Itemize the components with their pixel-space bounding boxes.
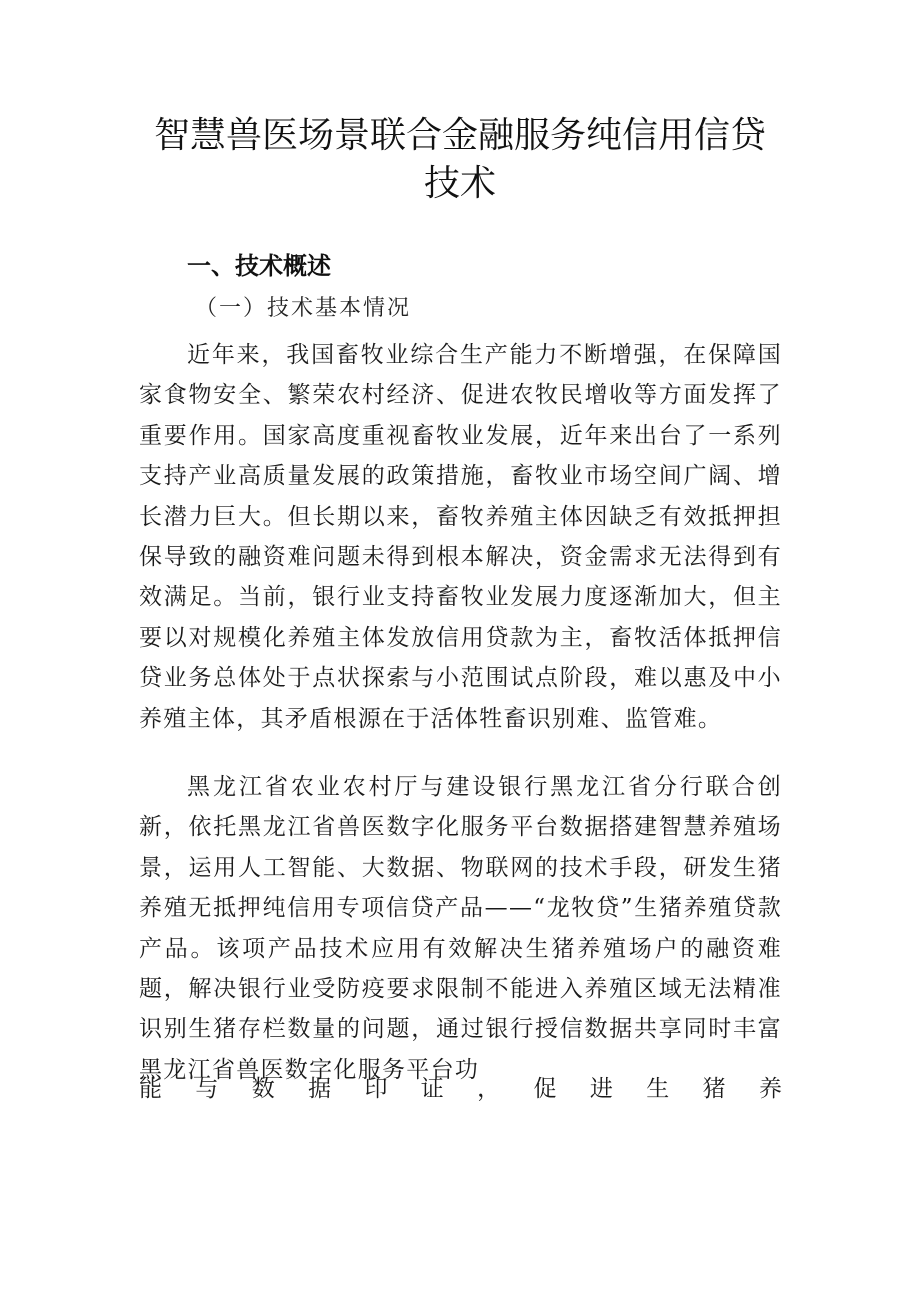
paragraph-2: 黑龙江省农业农村厅与建设银行黑龙江省分行联合创新，依托黑龙江省兽医数字化服务平台数据搭建智慧养殖场景，运用人工智能、大数据、物联网的技术手段，研发生猪养殖无抵押纯信用专项信贷产品——“龙牧贷”生猪养殖贷款产品。该项产品技术应用有效解决生猪养殖场户的融资难题，解决银行业受防疫要求限制不能进入养殖区域无法精准识别生猪存栏数量的问题，通过银行授信数据共享同时丰富黑龙江省兽医数字化服务平台功: [139, 774, 782, 1083]
section-heading: 一、技术概述: [187, 252, 331, 280]
last-line-char: 能: [139, 1076, 162, 1102]
last-line-char: 进: [589, 1076, 613, 1102]
last-line-char: 印: [364, 1076, 388, 1102]
paragraph-1: 近年来，我国畜牧业综合生产能力不断增强，在保障国家食物安全、繁荣农村经济、促进农牧民增收等方面发挥了重要作用。国家高度重视畜牧业发展，近年来出台了一系列支持产业高质量发展的政策措施，畜牧业市场空间广阔、增长潜力巨大。但长期以来，畜牧养殖主体因缺乏有效抵押担保导致的融资难问题未得到根本解决，资金需求无法得到有效满足。当前，银行业支持畜牧业发展力度逐渐加大，但主要以对规模化养殖主体发放信用贷款为主，畜牧活体抵押信贷业务总体处于点状探索与小范围试点阶段，难以惠及中小养殖主体，其矛盾根源在于活体牲畜识别难、监管难。: [139, 342, 782, 732]
last-line-char: 促: [533, 1076, 557, 1102]
justified-last-line: [139, 1069, 782, 1109]
last-line-char: 数: [251, 1076, 275, 1102]
last-line-char: ，: [477, 1076, 501, 1102]
last-line-char: 养: [758, 1076, 782, 1102]
last-line-char: 猪: [702, 1076, 726, 1102]
subsection-heading: （一）技术基本情况: [195, 296, 412, 321]
document-title: 智慧兽医场景联合金融服务纯信用信贷技术: [153, 115, 766, 204]
last-line-char: 据: [308, 1076, 332, 1102]
last-line-char: 生: [646, 1076, 670, 1102]
last-line-char: 证: [420, 1076, 444, 1102]
last-line-char: 与: [195, 1076, 219, 1102]
